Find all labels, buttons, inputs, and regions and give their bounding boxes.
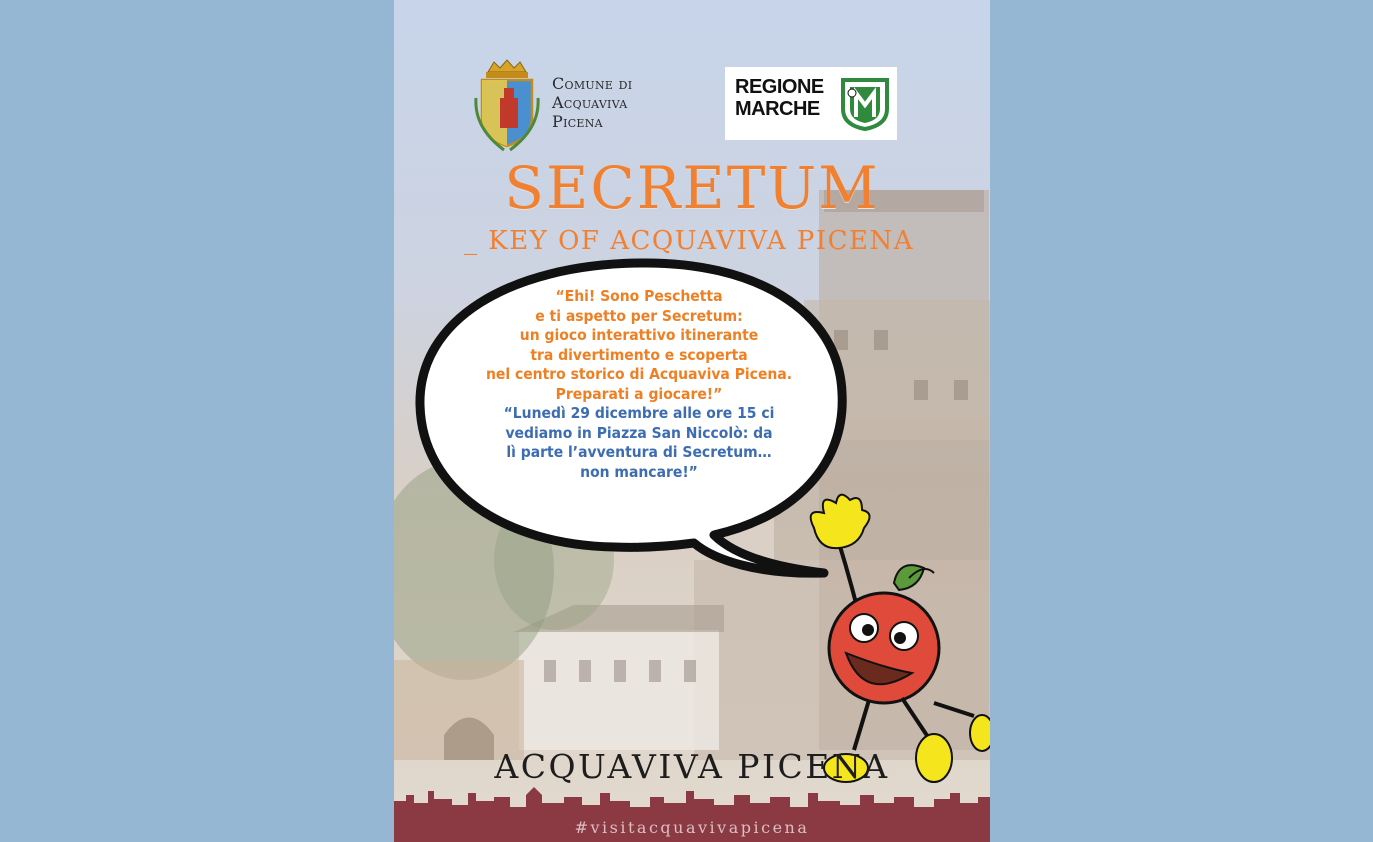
comune-name — [552, 74, 632, 131]
regione-line-1: REGIONE — [735, 76, 824, 98]
bubble-message — [444, 287, 834, 482]
comune-line-3: Picena — [552, 112, 603, 131]
bubble-line: “Ehi! Sono Peschetta — [555, 287, 723, 305]
page-title: SECRETUM — [504, 154, 880, 222]
regione-text — [735, 76, 824, 120]
town-name: ACQUAVIVA PICENA — [494, 747, 890, 786]
bubble-line: nel centro storico di Acquaviva Picena. — [485, 365, 793, 383]
comune-coat-of-arms-icon — [474, 58, 540, 152]
comune-line-1: Comune di — [552, 74, 633, 93]
bubble-line: tra divertimento e scoperta — [530, 345, 748, 364]
bubble-line: vediamo in Piazza San Niccolò: da — [505, 423, 773, 442]
bubble-line: non mancare!” — [580, 462, 698, 481]
bubble-line: e ti aspetto per Secretum: — [535, 306, 743, 325]
comune-line-2: Acquaviva — [552, 93, 628, 112]
regione-marche-logo-icon — [840, 77, 890, 131]
bubble-line: lì parte l’avventura di Secretum… — [506, 443, 772, 461]
page-subtitle: _ KEY OF ACQUAVIVA PICENA — [464, 226, 915, 256]
regione-line-2: MARCHE — [735, 98, 820, 120]
bubble-line: Preparati a giocare!” — [555, 384, 723, 403]
event-poster — [394, 0, 990, 842]
hashtag: #visitacquavivapicena — [574, 818, 810, 837]
regione-marche-logo — [725, 67, 897, 140]
bubble-line: un gioco interattivo itinerante — [519, 326, 759, 344]
bubble-line: “Lunedì 29 dicembre alle ore 15 ci — [503, 404, 775, 422]
